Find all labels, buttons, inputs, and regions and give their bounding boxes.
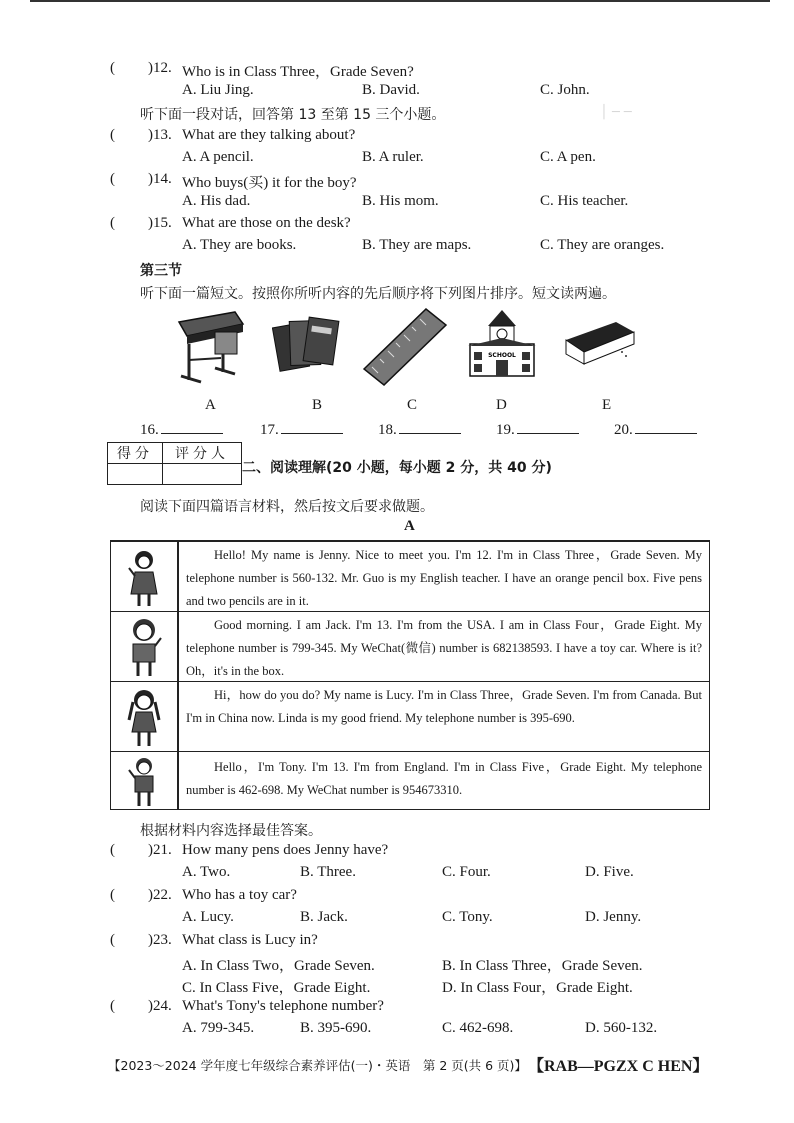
q24-option-c: C. 462-698.	[442, 1020, 514, 1036]
q24-option-a: A. 799-345.	[182, 1020, 255, 1036]
q22-option-d: D. Jenny.	[585, 909, 642, 925]
blank-number: 18.	[378, 422, 397, 438]
q13-option-c: C. A pen.	[540, 149, 596, 165]
blank-line[interactable]	[281, 419, 343, 434]
blank-number: 19.	[496, 422, 515, 438]
passage-row-jenny	[111, 541, 709, 612]
passage-tony: Hello，I'm Tony. I'm 13. I'm from England. I'm in Class Five，Grade Eight. My telephone number is 462-698. My WeChat number is 954673310.	[186, 760, 702, 797]
q12-number: )12.	[148, 60, 172, 76]
answer-19[interactable]	[496, 419, 579, 439]
q23-text: What class is Lucy in?	[182, 932, 318, 948]
q22-text: Who has a toy car?	[182, 887, 297, 903]
answer-paren[interactable]: (	[110, 842, 115, 858]
answer-17[interactable]	[260, 419, 343, 439]
answer-20[interactable]	[614, 419, 697, 439]
q24-option-d: D. 560-132.	[585, 1020, 658, 1036]
q15-option-c: C. They are oranges.	[540, 237, 665, 253]
school-sign: SCHOOL	[488, 352, 516, 359]
q14-option-b: B. His mom.	[362, 193, 439, 209]
q24-number: )24.	[148, 998, 172, 1014]
q13-number: )13.	[148, 127, 172, 143]
q24-text: What's Tony's telephone number?	[182, 998, 384, 1014]
boy-avatar	[125, 616, 163, 678]
top-rule	[30, 0, 770, 2]
q23-option-c: C. In Class Five，Grade Eight.	[182, 980, 371, 996]
q21-option-c: C. Four.	[442, 864, 491, 880]
blank-number: 17.	[260, 422, 279, 438]
answer-paren[interactable]: (	[110, 127, 115, 143]
q15-number: )15.	[148, 215, 172, 231]
picture-label-d: D	[496, 397, 507, 413]
answer-paren[interactable]: (	[110, 998, 115, 1014]
picture-label-b: B	[312, 397, 323, 413]
blank-number: 16.	[140, 422, 159, 438]
answer-paren[interactable]: (	[110, 171, 115, 187]
q14-number: )14.	[148, 171, 172, 187]
q23-option-b: B. In Class Three，Grade Seven.	[442, 958, 643, 974]
section3-instruction: 听下面一篇短文。按照你所听内容的先后顺序将下列图片排序。短文读两遍。	[140, 286, 616, 302]
boy-waving-avatar	[127, 756, 161, 808]
bleed-through: │ ─ ─	[600, 105, 632, 120]
q21-number: )21.	[148, 842, 172, 858]
score-header: 得分	[108, 443, 163, 464]
picture-label-c: C	[407, 397, 418, 413]
q13-option-a: A. A pencil.	[182, 149, 254, 165]
passage-row-tony	[111, 751, 709, 810]
q22-option-b: B. Jack.	[300, 909, 348, 925]
q12-text: Who is in Class Three，Grade Seven?	[182, 64, 414, 80]
footer-code: 【RAB—PGZX C HEN】	[528, 1058, 709, 1075]
ruler-picture	[360, 305, 450, 387]
school-picture	[466, 308, 538, 380]
blank-line[interactable]	[399, 419, 461, 434]
eraser-picture	[560, 318, 638, 368]
picture-label-a: A	[205, 397, 216, 413]
instruction-21: 根据材料内容选择最佳答案。	[140, 823, 322, 839]
passage-label: A	[404, 518, 415, 534]
q21-option-d: D. Five.	[585, 864, 634, 880]
q15-option-a: A. They are books.	[182, 237, 297, 253]
q12-option-a: A. Liu Jing.	[182, 82, 254, 98]
blank-number: 20.	[614, 422, 633, 438]
score-table	[107, 442, 242, 485]
q14-option-a: A. His dad.	[182, 193, 251, 209]
desk-picture	[175, 310, 245, 386]
q24-option-b: B. 395-690.	[300, 1020, 372, 1036]
passage-row-jack	[111, 611, 709, 682]
q12-option-b: B. David.	[362, 82, 420, 98]
answer-16[interactable]	[140, 419, 223, 439]
passage-lucy: Hi，how do you do? My name is Lucy. I'm in Class Three，Grade Seven. I'm from Canada. But I'm in China now. Linda is my good friend. My telephone number is 395-690.	[186, 688, 702, 725]
grader-header: 评分人	[163, 443, 242, 464]
q13-option-b: B. A ruler.	[362, 149, 424, 165]
q22-option-a: A. Lucy.	[182, 909, 234, 925]
score-cell[interactable]	[108, 464, 163, 485]
picture-label-e: E	[602, 397, 612, 413]
answer-paren[interactable]: (	[110, 60, 115, 76]
q13-text: What are they talking about?	[182, 127, 356, 143]
grader-cell[interactable]	[163, 464, 242, 485]
section3-title: 第三节	[140, 263, 182, 279]
q21-option-a: A. Two.	[182, 864, 231, 880]
books-picture	[272, 315, 344, 377]
passage-jack: Good morning. I am Jack. I'm 13. I'm from the USA. I am in Class Four，Grade Eight. My telephone number is 799-345. My WeChat(微信) number is 682138593. I have a toy car. Where is it? Oh，it's in the box.	[186, 618, 702, 678]
q23-option-d: D. In Class Four，Grade Eight.	[442, 980, 633, 996]
answer-paren[interactable]: (	[110, 887, 115, 903]
answer-paren[interactable]: (	[110, 215, 115, 231]
q14-text: Who buys(买) it for the boy?	[182, 175, 357, 191]
girl-braids-avatar	[125, 686, 163, 748]
q23-option-a: A. In Class Two，Grade Seven.	[182, 958, 375, 974]
q23-number: )23.	[148, 932, 172, 948]
part2-title: 二、阅读理解(20 小题，每小题 2 分，共 40 分)	[242, 460, 552, 476]
footer-left: 【2023～2024 学年度七年级综合素养评估(一)・英语 第 2 页(共 6 页)】	[108, 1058, 527, 1073]
passage-row-lucy	[111, 681, 709, 752]
q22-number: )22.	[148, 887, 172, 903]
passage-box	[110, 540, 710, 810]
q21-option-b: B. Three.	[300, 864, 356, 880]
blank-line[interactable]	[161, 419, 223, 434]
blank-line[interactable]	[517, 419, 579, 434]
girl-avatar	[127, 548, 161, 608]
answer-paren[interactable]: (	[110, 932, 115, 948]
q15-text: What are those on the desk?	[182, 215, 351, 231]
answer-18[interactable]	[378, 419, 461, 439]
q21-text: How many pens does Jenny have?	[182, 842, 389, 858]
q12-option-c: C. John.	[540, 82, 590, 98]
part2-instruction: 阅读下面四篇语言材料，然后按文后要求做题。	[140, 499, 434, 515]
passage-jenny: Hello! My name is Jenny. Nice to meet you. I'm 12. I'm in Class Three，Grade Seven. My telephone number is 560-132. Mr. Guo is my English teacher. I have an orange pencil box. Five pens and two pencils are in it.	[186, 548, 702, 608]
q15-option-b: B. They are maps.	[362, 237, 472, 253]
blank-line[interactable]	[635, 419, 697, 434]
q22-option-c: C. Tony.	[442, 909, 493, 925]
q14-option-c: C. His teacher.	[540, 193, 629, 209]
instruction-13-15: 听下面一段对话，回答第 13 至第 15 三个小题。	[140, 107, 446, 123]
